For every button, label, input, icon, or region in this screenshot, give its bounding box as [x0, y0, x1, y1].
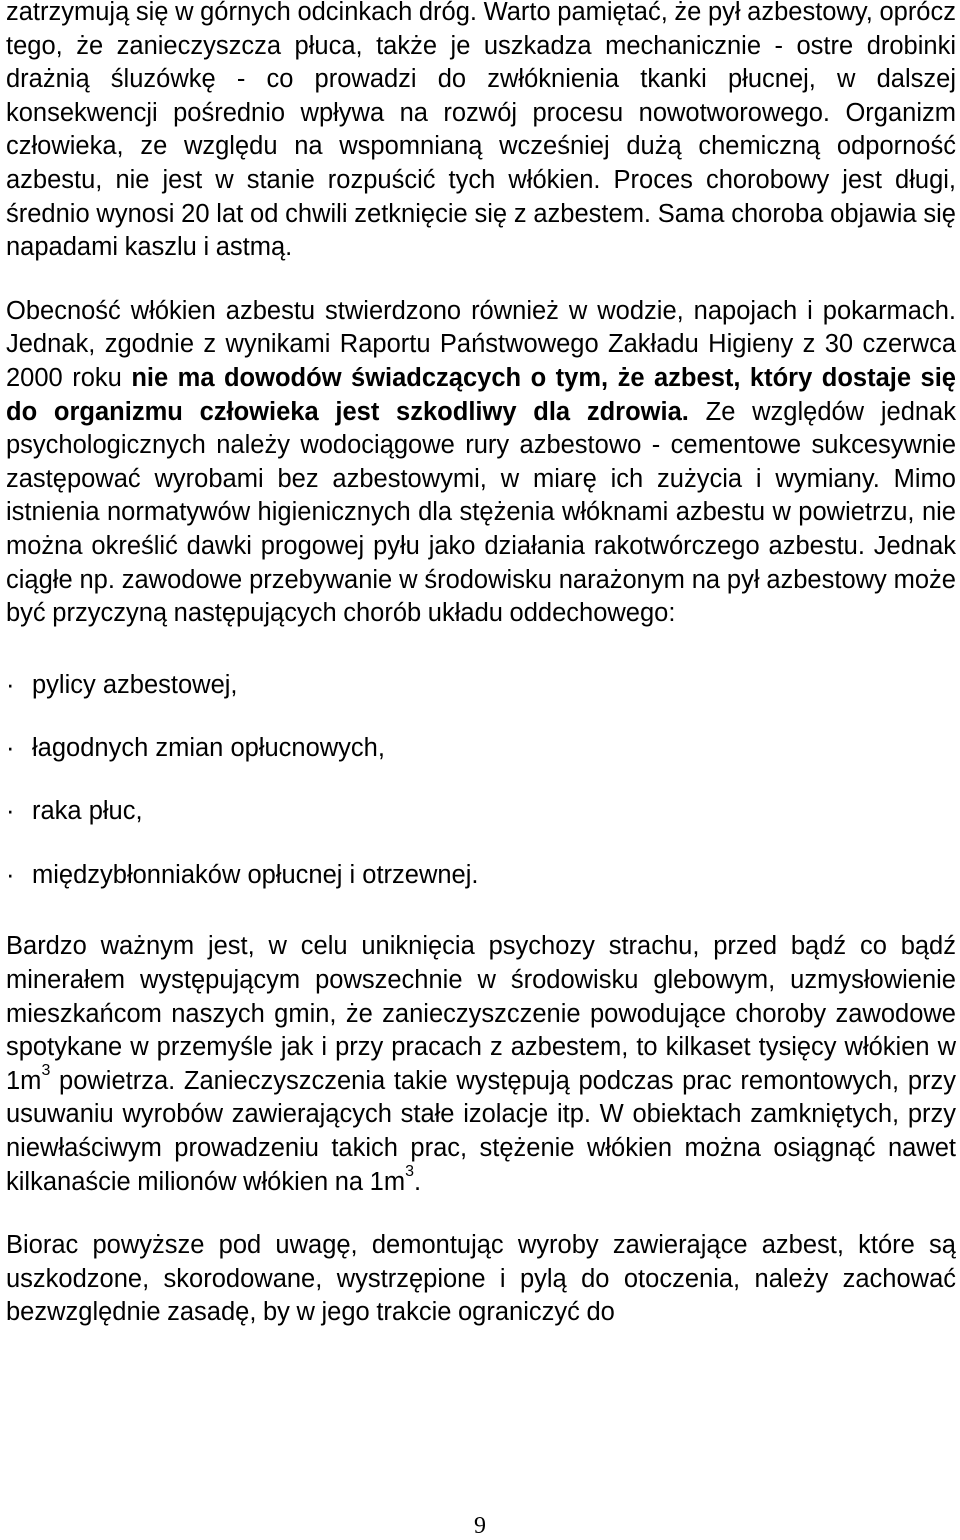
paragraph-text: .	[414, 1167, 422, 1196]
superscript: 3	[405, 1163, 414, 1181]
list-item	[6, 859, 956, 893]
page-number: 9	[474, 1513, 486, 1539]
paragraph-text: Ze względów jednak psychologicznych należy wodociągowe rury azbestowo - cementowe sukcesywnie zastępować wyrobami bez azbestowymi, w miarę ich zużycia i wymiany. Mimo istnienia normatywów higienicznych dla stężenia włóknami azbestu w powietrzu, nie można określić dawki progowej pyłu jako działania rakotwórczego azbestu. Jednak ciągłe np. zawodowe przebywanie w środowisku narażonym na pył azbestowy może być przyczyną następujących chorób układu oddechowego:	[6, 397, 956, 628]
paragraph-asbestos-in-water	[6, 295, 956, 631]
paragraph-fiber-concentration	[6, 930, 956, 1199]
list-item	[6, 795, 956, 829]
paragraph-text: Obecność włókien azbestu stwierdzono również w wodzie, napojach i pokarmach. Jednak, zgodnie z wynikami Raportu Państwowego Zakładu Higieny z 30 czerwca 2000 roku	[6, 296, 956, 392]
paragraph-removal-guidance: Biorac powyższe pod uwagę, demontując wyroby zawierające azbest, które są uszkodzone, skorodowane, wystrzępione i pylą do otoczenia, należy zachować bezwzględnie zasadę, by w jego trakcie ograniczyć do	[6, 1231, 956, 1327]
bullet-marker: ·	[6, 797, 15, 826]
bullet-marker: ·	[6, 670, 15, 699]
list-item-text: łagodnych zmian opłucnowych,	[32, 734, 385, 763]
paragraph-text: Bardzo ważnym jest, w celu uniknięcia psychozy strachu, przed bądź co bądź minerałem występującym powszechnie w środowisku glebowym, uzmysłowienie mieszkańcom naszych gmin, że zanieczyszczenie powodujące choroby zawodowe spotykane w przemyśle jak i przy pracach z azbestem, to kilkaset tysięcy włókien w 1m	[6, 932, 956, 1095]
list-item-text: raka płuc,	[32, 797, 143, 826]
list-item	[6, 732, 956, 766]
list-item-text: pylicy azbestowej,	[32, 670, 238, 699]
paragraph-asbestos-health-effects: zatrzymują się w górnych odcinkach dróg. Warto pamiętać, że pył azbestowy, oprócz tego, że zanieczyszcza płuca, także je uszkadza mechanicznie - ostre drobinki drażnią śluzówkę - co prowadzi do zwłóknienia tkanki płucnej, w dalszej konsekwencji pośrednio wpływa na rozwój procesu nowotworowego. Organizm człowieka, ze względu na wspomnianą wcześniej dużą chemiczną odporność azbestu, nie jest w stanie rozpuścić tych włókien. Proces chorobowy jest długi, średnio wynosi 20 lat od chwili zetknięcie się z azbestem. Sama choroba objawia się napadami kaszlu i astmą.	[6, 0, 956, 262]
disease-list	[6, 669, 956, 893]
superscript: 3	[41, 1062, 51, 1080]
document-page	[6, 0, 956, 1330]
list-item	[6, 669, 956, 703]
bullet-marker: ·	[6, 734, 15, 763]
paragraph-text: powietrza. Zanieczyszczenia takie występują podczas prac remontowych, przy usuwaniu wyrobów zawierających stałe izolacje itp. W obiektach zamkniętych, przy niewłaściwym prowadzeniu takich prac, stężenie włókien można osiągnąć nawet kilkanaście milionów włókien na 1m	[6, 1066, 956, 1196]
bullet-marker: ·	[6, 860, 15, 889]
list-item-text: międzybłonniaków opłucnej i otrzewnej.	[32, 860, 479, 889]
bold-statement: nie ma dowodów świadczących o tym, że azbest, który dostaje się do organizmu człowieka jest szkodliwy dla zdrowia.	[6, 363, 956, 426]
